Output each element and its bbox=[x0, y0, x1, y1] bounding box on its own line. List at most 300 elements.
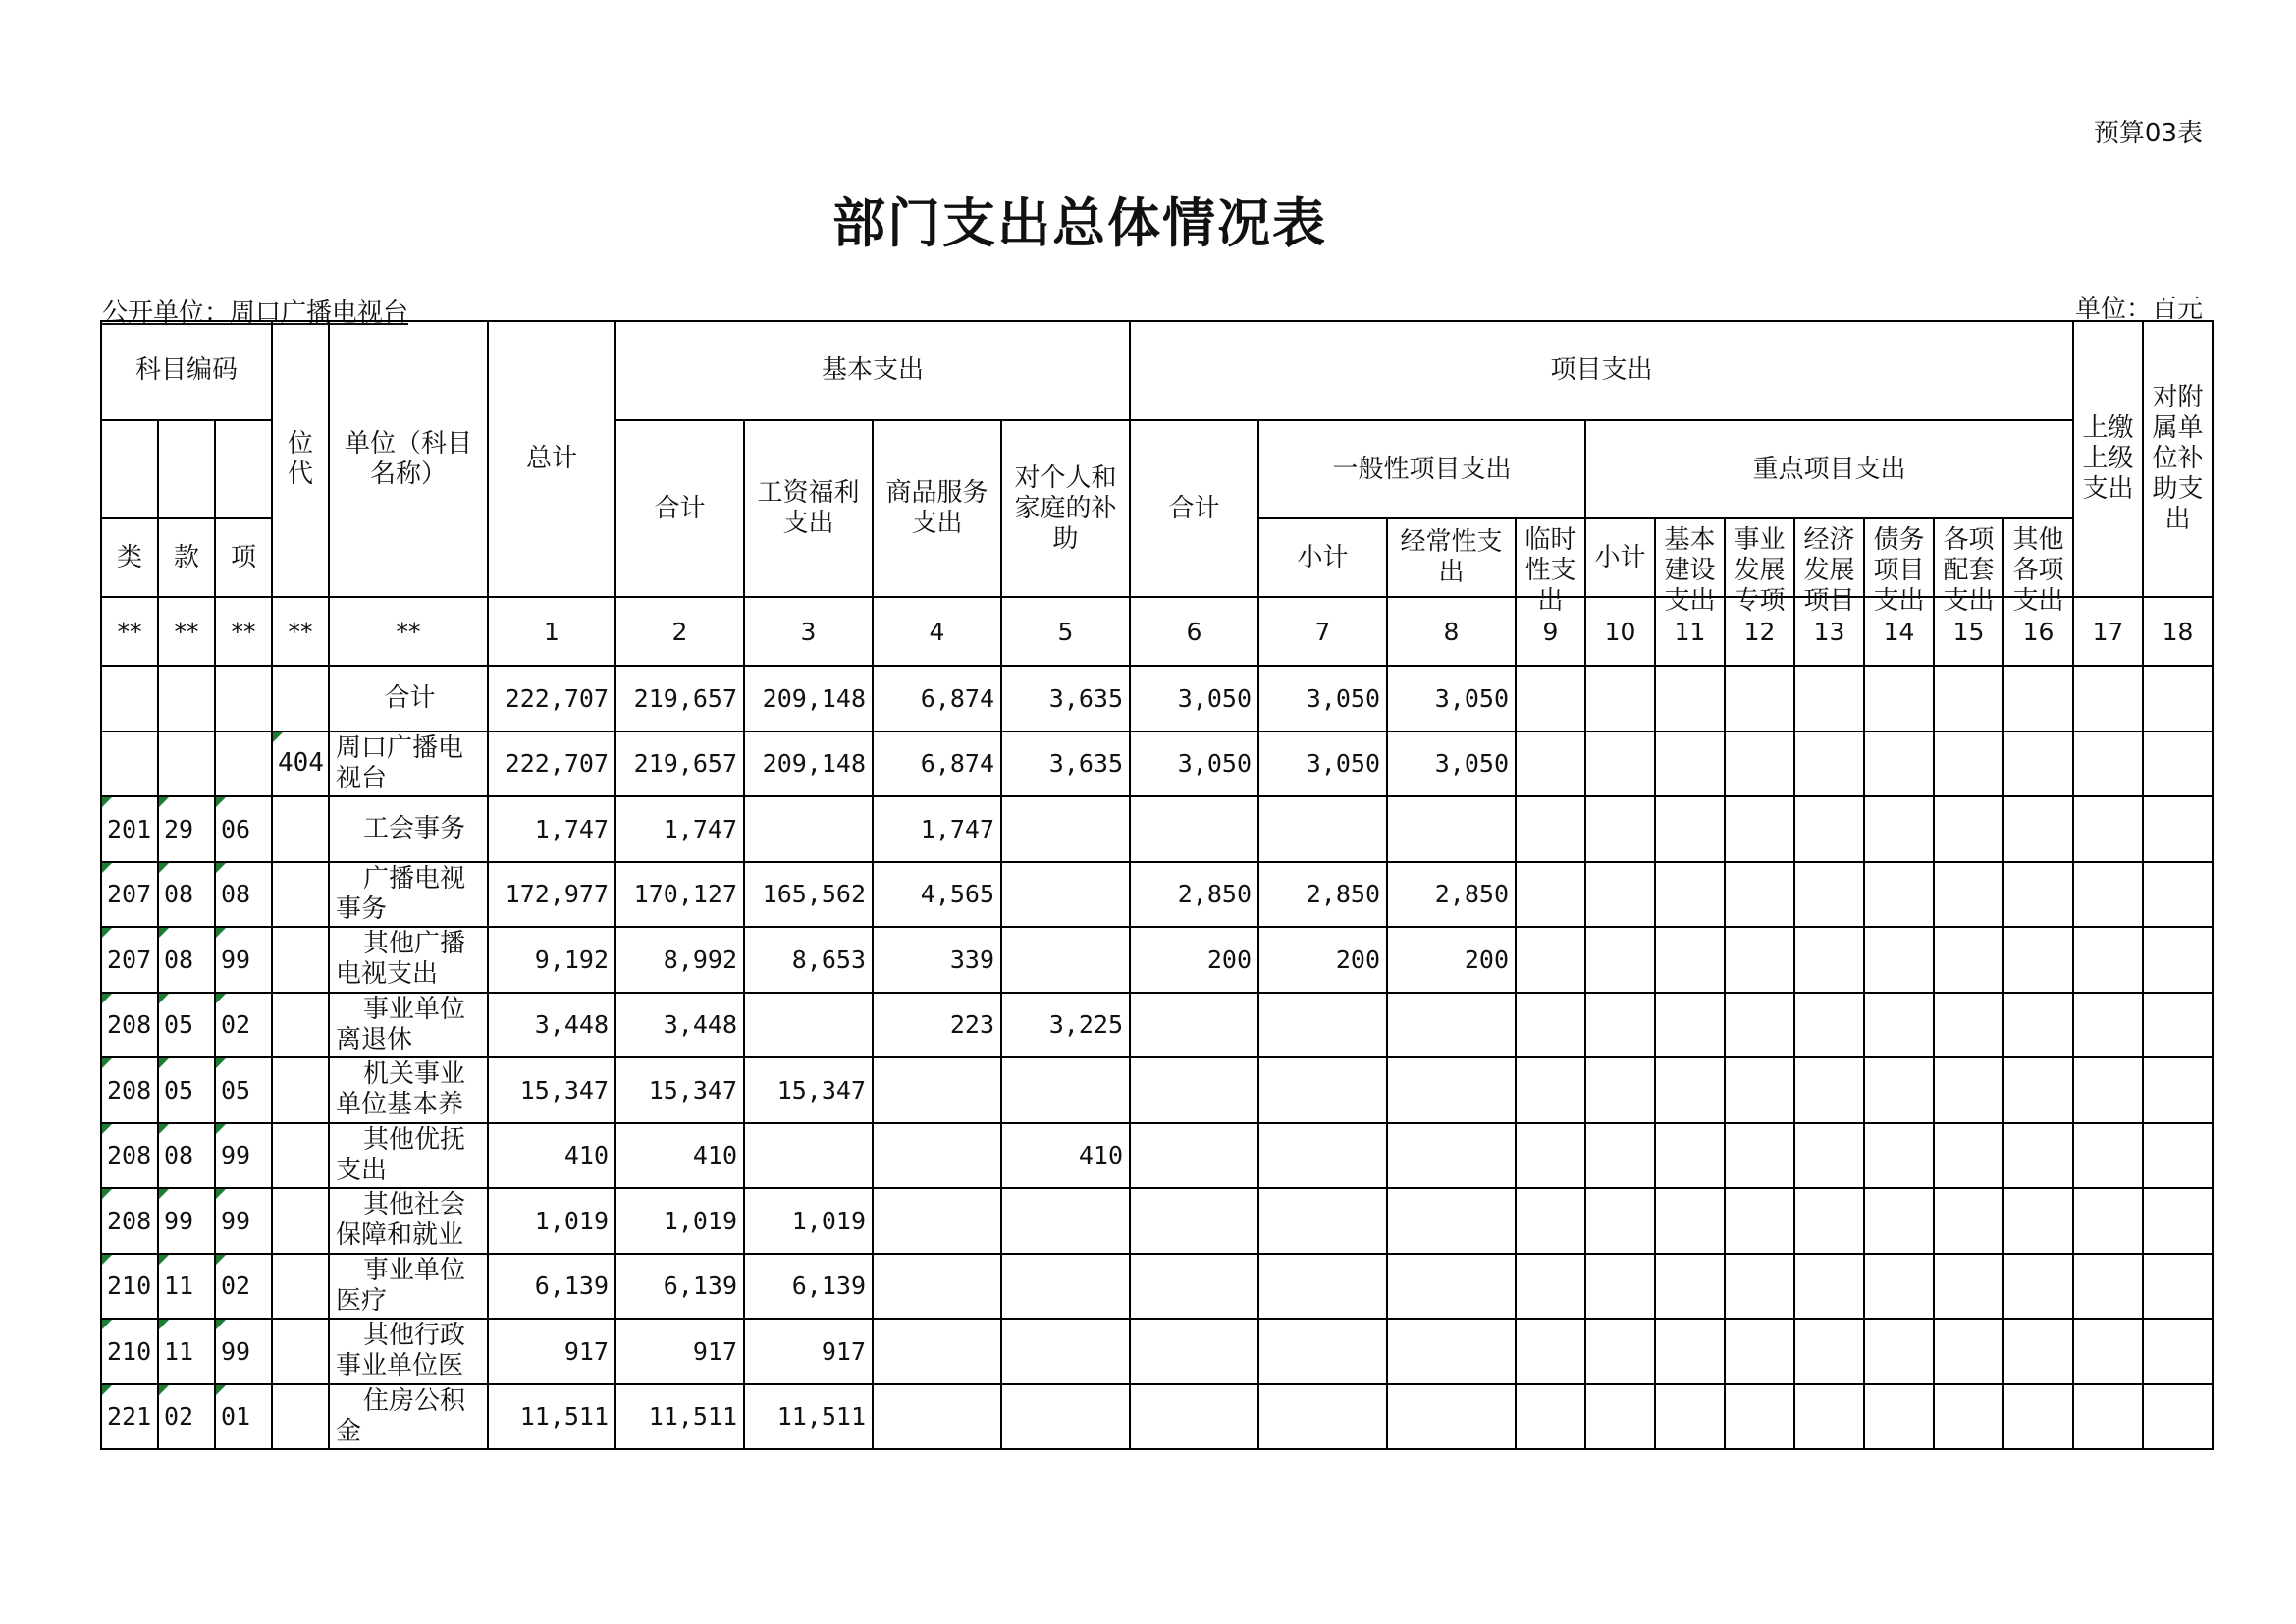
unit-name-cell bbox=[329, 1123, 488, 1189]
unit-name-cell bbox=[329, 1319, 488, 1384]
value-cell-col-8 bbox=[1387, 1123, 1516, 1189]
blank-cell bbox=[101, 420, 158, 518]
value-cell-col-2: 170,127 bbox=[615, 862, 744, 928]
value-cell-col-3: 917 bbox=[744, 1319, 873, 1384]
value-cell-col-13 bbox=[1794, 796, 1864, 862]
value-cell-col-3: 8,653 bbox=[744, 927, 873, 993]
value-cell-col-17 bbox=[2073, 993, 2143, 1058]
value-cell-col-5: 3,635 bbox=[1001, 666, 1130, 731]
value-cell-col-11 bbox=[1655, 927, 1725, 993]
expenditure-table bbox=[100, 320, 2214, 1450]
value-cell-col-3: 15,347 bbox=[744, 1057, 873, 1123]
marker-cell: 14 bbox=[1864, 597, 1934, 666]
section-code-cell: 29 bbox=[158, 796, 215, 862]
value-cell-col-8: 3,050 bbox=[1387, 731, 1516, 797]
subject-code-header: 科目编码 bbox=[101, 321, 272, 420]
item-code-cell: 02 bbox=[215, 993, 272, 1058]
value-cell-col-18 bbox=[2143, 1319, 2213, 1384]
value-cell-col-5 bbox=[1001, 1254, 1130, 1320]
unit-name-line: 离退休 bbox=[336, 1024, 413, 1055]
unit-name-line: 机关事业 bbox=[363, 1059, 466, 1090]
value-cell-col-2: 1,019 bbox=[615, 1188, 744, 1254]
value-cell-col-4 bbox=[873, 1384, 1001, 1450]
value-cell-col-3 bbox=[744, 1123, 873, 1189]
matching-header: 各项配套支出 bbox=[1934, 518, 2003, 597]
unit-name-line: 其他行政 bbox=[363, 1321, 466, 1351]
value-cell-col-15 bbox=[1934, 1254, 2003, 1320]
value-cell-col-12 bbox=[1725, 1188, 1794, 1254]
value-cell-col-13 bbox=[1794, 1384, 1864, 1450]
table-body bbox=[101, 666, 2213, 1449]
agency-code-header: 位代 bbox=[272, 321, 329, 597]
value-cell-col-7: 200 bbox=[1258, 927, 1387, 993]
value-cell-col-13 bbox=[1794, 1057, 1864, 1123]
debt-project-header: 债务项目支出 bbox=[1864, 518, 1934, 597]
class-code-cell: 208 bbox=[101, 1188, 158, 1254]
value-cell-col-4: 6,874 bbox=[873, 731, 1001, 797]
value-cell-col-10 bbox=[1585, 1384, 1655, 1450]
item-code-cell: 05 bbox=[215, 1057, 272, 1123]
unit-name-line: 周口广播电 bbox=[336, 732, 464, 763]
value-cell-col-16 bbox=[2003, 1057, 2073, 1123]
value-cell-col-17 bbox=[2073, 1057, 2143, 1123]
value-cell-col-14 bbox=[1864, 1057, 1934, 1123]
value-cell-col-10 bbox=[1585, 666, 1655, 731]
agency-code-cell bbox=[272, 927, 329, 993]
value-cell-col-15 bbox=[1934, 927, 2003, 993]
header-row-1 bbox=[101, 321, 2213, 420]
item-header: 项 bbox=[215, 518, 272, 597]
marker-cell: ** bbox=[101, 597, 158, 666]
value-cell-col-9 bbox=[1516, 1319, 1585, 1384]
value-cell-col-14 bbox=[1864, 666, 1934, 731]
value-cell-col-12 bbox=[1725, 862, 1794, 928]
value-cell-col-2: 917 bbox=[615, 1319, 744, 1384]
value-cell-col-18 bbox=[2143, 731, 2213, 797]
value-cell-col-4: 4,565 bbox=[873, 862, 1001, 928]
unit-name-line: 电视支出 bbox=[336, 959, 439, 990]
value-cell-col-14 bbox=[1864, 1384, 1934, 1450]
value-cell-col-11 bbox=[1655, 1254, 1725, 1320]
table-row bbox=[101, 993, 2213, 1058]
value-cell-col-3: 165,562 bbox=[744, 862, 873, 928]
agency-code-cell bbox=[272, 993, 329, 1058]
value-cell-col-12 bbox=[1725, 1123, 1794, 1189]
value-cell-col-9 bbox=[1516, 1057, 1585, 1123]
section-code-cell: 08 bbox=[158, 862, 215, 928]
value-cell-col-1: 917 bbox=[488, 1319, 615, 1384]
value-cell-col-9 bbox=[1516, 1384, 1585, 1450]
value-cell-col-18 bbox=[2143, 1123, 2213, 1189]
value-cell-col-2: 3,448 bbox=[615, 993, 744, 1058]
marker-cell: 13 bbox=[1794, 597, 1864, 666]
value-cell-col-18 bbox=[2143, 796, 2213, 862]
value-cell-col-8 bbox=[1387, 1188, 1516, 1254]
unit-name-line: 金 bbox=[336, 1416, 362, 1446]
unit-name-line: 住房公积 bbox=[363, 1385, 466, 1416]
section-code-cell bbox=[158, 666, 215, 731]
value-cell-col-15 bbox=[1934, 666, 2003, 731]
value-cell-col-11 bbox=[1655, 1319, 1725, 1384]
item-code-cell: 99 bbox=[215, 1319, 272, 1384]
remit-upper-header: 上缴上级支出 bbox=[2073, 321, 2143, 597]
value-cell-col-5 bbox=[1001, 1188, 1130, 1254]
value-cell-col-17 bbox=[2073, 1123, 2143, 1189]
marker-cell: 15 bbox=[1934, 597, 2003, 666]
value-cell-col-9 bbox=[1516, 993, 1585, 1058]
marker-cell: ** bbox=[272, 597, 329, 666]
project-total-header: 合计 bbox=[1130, 420, 1258, 597]
value-cell-col-16 bbox=[2003, 1384, 2073, 1450]
value-cell-col-4: 1,747 bbox=[873, 796, 1001, 862]
unit-name-cell bbox=[329, 666, 488, 731]
value-cell-col-6 bbox=[1130, 1384, 1258, 1450]
unit-name-line: 广播电视 bbox=[363, 863, 466, 893]
unit-name-line: 其他广播 bbox=[363, 929, 466, 959]
value-cell-col-17 bbox=[2073, 862, 2143, 928]
value-cell-col-7 bbox=[1258, 993, 1387, 1058]
value-cell-col-18 bbox=[2143, 1254, 2213, 1320]
class-code-cell bbox=[101, 731, 158, 797]
item-code-cell bbox=[215, 731, 272, 797]
value-cell-col-16 bbox=[2003, 993, 2073, 1058]
currency-unit-label: 单位：百元 bbox=[2074, 295, 2203, 324]
other-items-header: 其他各项支出 bbox=[2003, 518, 2073, 597]
value-cell-col-9 bbox=[1516, 1254, 1585, 1320]
total-header: 总计 bbox=[488, 321, 615, 597]
value-cell-col-16 bbox=[2003, 666, 2073, 731]
value-cell-col-14 bbox=[1864, 1319, 1934, 1384]
class-code-cell bbox=[101, 666, 158, 731]
value-cell-col-4: 6,874 bbox=[873, 666, 1001, 731]
value-cell-col-15 bbox=[1934, 796, 2003, 862]
value-cell-col-12 bbox=[1725, 1319, 1794, 1384]
key-subtotal-header: 小计 bbox=[1585, 518, 1655, 597]
value-cell-col-3: 11,511 bbox=[744, 1384, 873, 1450]
value-cell-col-8 bbox=[1387, 1319, 1516, 1384]
value-cell-col-13 bbox=[1794, 666, 1864, 731]
value-cell-col-18 bbox=[2143, 1057, 2213, 1123]
value-cell-col-6: 200 bbox=[1130, 927, 1258, 993]
table-row bbox=[101, 1057, 2213, 1123]
marker-cell: ** bbox=[158, 597, 215, 666]
value-cell-col-8 bbox=[1387, 1254, 1516, 1320]
unit-name-header: 单位（科目名称） bbox=[329, 321, 488, 597]
item-code-cell: 08 bbox=[215, 862, 272, 928]
value-cell-col-1: 1,747 bbox=[488, 796, 615, 862]
marker-cell: 7 bbox=[1258, 597, 1387, 666]
basic-total-header: 合计 bbox=[615, 420, 744, 597]
value-cell-col-6: 3,050 bbox=[1130, 731, 1258, 797]
value-cell-col-16 bbox=[2003, 796, 2073, 862]
marker-cell: 5 bbox=[1001, 597, 1130, 666]
marker-cell: 8 bbox=[1387, 597, 1516, 666]
class-code-cell: 221 bbox=[101, 1384, 158, 1450]
class-code-cell: 208 bbox=[101, 1123, 158, 1189]
value-cell-col-12 bbox=[1725, 1254, 1794, 1320]
value-cell-col-16 bbox=[2003, 1188, 2073, 1254]
goods-services-header: 商品服务支出 bbox=[873, 420, 1001, 597]
value-cell-col-15 bbox=[1934, 1057, 2003, 1123]
value-cell-col-7: 3,050 bbox=[1258, 666, 1387, 731]
value-cell-col-4 bbox=[873, 1254, 1001, 1320]
value-cell-col-5: 3,635 bbox=[1001, 731, 1130, 797]
econ-dev-header: 经济发展项目 bbox=[1794, 518, 1864, 597]
item-code-cell bbox=[215, 666, 272, 731]
section-code-cell: 05 bbox=[158, 1057, 215, 1123]
value-cell-col-18 bbox=[2143, 993, 2213, 1058]
value-cell-col-11 bbox=[1655, 731, 1725, 797]
item-code-cell: 06 bbox=[215, 796, 272, 862]
value-cell-col-11 bbox=[1655, 1384, 1725, 1450]
unit-name-cell bbox=[329, 1384, 488, 1450]
section-code-cell: 11 bbox=[158, 1319, 215, 1384]
value-cell-col-12 bbox=[1725, 927, 1794, 993]
class-code-cell: 201 bbox=[101, 796, 158, 862]
value-cell-col-12 bbox=[1725, 1384, 1794, 1450]
value-cell-col-6: 3,050 bbox=[1130, 666, 1258, 731]
section-code-cell: 11 bbox=[158, 1254, 215, 1320]
section-code-cell: 99 bbox=[158, 1188, 215, 1254]
section-code-cell bbox=[158, 731, 215, 797]
section-code-cell: 02 bbox=[158, 1384, 215, 1450]
value-cell-col-6 bbox=[1130, 993, 1258, 1058]
value-cell-col-16 bbox=[2003, 731, 2073, 797]
value-cell-col-6 bbox=[1130, 1057, 1258, 1123]
class-code-cell: 210 bbox=[101, 1319, 158, 1384]
marker-cell: 10 bbox=[1585, 597, 1655, 666]
basic-expenditure-header: 基本支出 bbox=[615, 321, 1130, 420]
public-unit-label: 公开单位：周口广播电视台 bbox=[102, 298, 409, 328]
unit-name-line: 事业单位 bbox=[363, 994, 466, 1024]
value-cell-col-9 bbox=[1516, 927, 1585, 993]
value-cell-col-18 bbox=[2143, 862, 2213, 928]
unit-name-line: 医疗 bbox=[336, 1285, 388, 1316]
value-cell-col-8 bbox=[1387, 796, 1516, 862]
unit-name-line: 视台 bbox=[336, 763, 388, 793]
general-project-header: 一般性项目支出 bbox=[1258, 420, 1585, 518]
class-code-cell: 210 bbox=[101, 1254, 158, 1320]
table-row bbox=[101, 731, 2213, 797]
value-cell-col-10 bbox=[1585, 1057, 1655, 1123]
value-cell-col-8: 3,050 bbox=[1387, 666, 1516, 731]
value-cell-col-10 bbox=[1585, 731, 1655, 797]
marker-cell: 12 bbox=[1725, 597, 1794, 666]
unit-name-cell bbox=[329, 1254, 488, 1320]
value-cell-col-17 bbox=[2073, 1188, 2143, 1254]
table-row bbox=[101, 666, 2213, 731]
subsidy-affiliated-header: 对附属单位补助支出 bbox=[2143, 321, 2213, 597]
value-cell-col-6: 2,850 bbox=[1130, 862, 1258, 928]
value-cell-col-8 bbox=[1387, 1057, 1516, 1123]
value-cell-col-13 bbox=[1794, 1188, 1864, 1254]
dev-special-header: 事业发展专项 bbox=[1725, 518, 1794, 597]
value-cell-col-7: 3,050 bbox=[1258, 731, 1387, 797]
value-cell-col-4 bbox=[873, 1057, 1001, 1123]
value-cell-col-14 bbox=[1864, 993, 1934, 1058]
agency-code-cell bbox=[272, 1254, 329, 1320]
unit-name-line: 其他优抚 bbox=[363, 1124, 466, 1155]
value-cell-col-2: 6,139 bbox=[615, 1254, 744, 1320]
value-cell-col-4: 223 bbox=[873, 993, 1001, 1058]
table-row bbox=[101, 1319, 2213, 1384]
value-cell-col-1: 15,347 bbox=[488, 1057, 615, 1123]
value-cell-col-6 bbox=[1130, 1254, 1258, 1320]
value-cell-col-12 bbox=[1725, 993, 1794, 1058]
marker-cell: 1 bbox=[488, 597, 615, 666]
value-cell-col-3: 6,139 bbox=[744, 1254, 873, 1320]
value-cell-col-15 bbox=[1934, 1123, 2003, 1189]
value-cell-col-11 bbox=[1655, 993, 1725, 1058]
value-cell-col-14 bbox=[1864, 1188, 1934, 1254]
unit-name-line: 合计 bbox=[384, 682, 436, 713]
unit-name-cell bbox=[329, 1188, 488, 1254]
value-cell-col-12 bbox=[1725, 666, 1794, 731]
value-cell-col-4 bbox=[873, 1188, 1001, 1254]
marker-cell: 17 bbox=[2073, 597, 2143, 666]
value-cell-col-9 bbox=[1516, 1188, 1585, 1254]
project-expenditure-header: 项目支出 bbox=[1130, 321, 2073, 420]
value-cell-col-11 bbox=[1655, 1123, 1725, 1189]
value-cell-col-3 bbox=[744, 796, 873, 862]
value-cell-col-12 bbox=[1725, 796, 1794, 862]
value-cell-col-16 bbox=[2003, 1123, 2073, 1189]
unit-name-cell bbox=[329, 993, 488, 1058]
value-cell-col-15 bbox=[1934, 1384, 2003, 1450]
value-cell-col-16 bbox=[2003, 862, 2073, 928]
class-header: 类 bbox=[101, 518, 158, 597]
value-cell-col-12 bbox=[1725, 1057, 1794, 1123]
value-cell-col-10 bbox=[1585, 993, 1655, 1058]
value-cell-col-8: 2,850 bbox=[1387, 862, 1516, 928]
value-cell-col-11 bbox=[1655, 796, 1725, 862]
value-cell-col-5 bbox=[1001, 1384, 1130, 1450]
key-project-header: 重点项目支出 bbox=[1585, 420, 2073, 518]
value-cell-col-10 bbox=[1585, 862, 1655, 928]
value-cell-col-2: 219,657 bbox=[615, 731, 744, 797]
value-cell-col-7 bbox=[1258, 1319, 1387, 1384]
marker-cell: ** bbox=[215, 597, 272, 666]
marker-cell: ** bbox=[329, 597, 488, 666]
table-row bbox=[101, 1384, 2213, 1450]
value-cell-col-8: 200 bbox=[1387, 927, 1516, 993]
value-cell-col-2: 11,511 bbox=[615, 1384, 744, 1450]
value-cell-col-2: 219,657 bbox=[615, 666, 744, 731]
marker-cell: 6 bbox=[1130, 597, 1258, 666]
agency-code-cell bbox=[272, 666, 329, 731]
item-code-cell: 99 bbox=[215, 927, 272, 993]
value-cell-col-5 bbox=[1001, 927, 1130, 993]
value-cell-col-15 bbox=[1934, 1319, 2003, 1384]
value-cell-col-16 bbox=[2003, 927, 2073, 993]
section-header: 款 bbox=[158, 518, 215, 597]
value-cell-col-8 bbox=[1387, 993, 1516, 1058]
section-code-cell: 08 bbox=[158, 927, 215, 993]
blank-cell bbox=[215, 420, 272, 518]
value-cell-col-10 bbox=[1585, 1254, 1655, 1320]
value-cell-col-1: 6,139 bbox=[488, 1254, 615, 1320]
value-cell-col-7: 2,850 bbox=[1258, 862, 1387, 928]
unit-name-line: 事业单位医 bbox=[336, 1351, 464, 1381]
value-cell-col-18 bbox=[2143, 1384, 2213, 1450]
agency-code-cell bbox=[272, 1319, 329, 1384]
value-cell-col-17 bbox=[2073, 1384, 2143, 1450]
unit-name-line: 事业单位 bbox=[363, 1255, 466, 1285]
marker-cell: 16 bbox=[2003, 597, 2073, 666]
capital-construction-header: 基本建设支出 bbox=[1655, 518, 1725, 597]
value-cell-col-12 bbox=[1725, 731, 1794, 797]
unit-name-line: 保障和就业 bbox=[336, 1220, 464, 1251]
section-code-cell: 08 bbox=[158, 1123, 215, 1189]
value-cell-col-14 bbox=[1864, 1123, 1934, 1189]
value-cell-col-18 bbox=[2143, 927, 2213, 993]
agency-code-cell bbox=[272, 1057, 329, 1123]
value-cell-col-11 bbox=[1655, 862, 1725, 928]
value-cell-col-6 bbox=[1130, 1319, 1258, 1384]
value-cell-col-7 bbox=[1258, 1057, 1387, 1123]
agency-code-cell bbox=[272, 1123, 329, 1189]
value-cell-col-15 bbox=[1934, 731, 2003, 797]
value-cell-col-6 bbox=[1130, 1123, 1258, 1189]
page-title: 部门支出总体情况表 bbox=[832, 191, 1327, 254]
recurring-header: 经常性支出 bbox=[1387, 518, 1516, 597]
value-cell-col-13 bbox=[1794, 1254, 1864, 1320]
value-cell-col-17 bbox=[2073, 1254, 2143, 1320]
marker-cell: 11 bbox=[1655, 597, 1725, 666]
value-cell-col-10 bbox=[1585, 796, 1655, 862]
value-cell-col-15 bbox=[1934, 1188, 2003, 1254]
unit-name-cell bbox=[329, 731, 488, 797]
value-cell-col-1: 1,019 bbox=[488, 1188, 615, 1254]
value-cell-col-6 bbox=[1130, 1188, 1258, 1254]
marker-cell: 4 bbox=[873, 597, 1001, 666]
value-cell-col-9 bbox=[1516, 862, 1585, 928]
value-cell-col-2: 8,992 bbox=[615, 927, 744, 993]
value-cell-col-1: 222,707 bbox=[488, 666, 615, 731]
value-cell-col-7 bbox=[1258, 1254, 1387, 1320]
table-row bbox=[101, 1123, 2213, 1189]
agency-code-cell bbox=[272, 1384, 329, 1450]
value-cell-col-3 bbox=[744, 993, 873, 1058]
value-cell-col-16 bbox=[2003, 1254, 2073, 1320]
value-cell-col-6 bbox=[1130, 796, 1258, 862]
value-cell-col-7 bbox=[1258, 1123, 1387, 1189]
unit-name-line: 其他社会 bbox=[363, 1190, 466, 1220]
section-code-cell: 05 bbox=[158, 993, 215, 1058]
agency-code-cell bbox=[272, 1188, 329, 1254]
value-cell-col-9 bbox=[1516, 731, 1585, 797]
item-code-cell: 99 bbox=[215, 1188, 272, 1254]
unit-name-cell bbox=[329, 862, 488, 928]
value-cell-col-13 bbox=[1794, 993, 1864, 1058]
value-cell-col-9 bbox=[1516, 1123, 1585, 1189]
value-cell-col-1: 11,511 bbox=[488, 1384, 615, 1450]
value-cell-col-2: 15,347 bbox=[615, 1057, 744, 1123]
value-cell-col-13 bbox=[1794, 927, 1864, 993]
value-cell-col-10 bbox=[1585, 927, 1655, 993]
value-cell-col-7 bbox=[1258, 1384, 1387, 1450]
value-cell-col-10 bbox=[1585, 1319, 1655, 1384]
unit-name-line: 工会事务 bbox=[363, 813, 466, 843]
value-cell-col-1: 3,448 bbox=[488, 993, 615, 1058]
value-cell-col-15 bbox=[1934, 862, 2003, 928]
value-cell-col-17 bbox=[2073, 666, 2143, 731]
unit-name-line: 事务 bbox=[336, 893, 388, 924]
personal-subsidy-header: 对个人和家庭的补助 bbox=[1001, 420, 1130, 597]
value-cell-col-3: 209,148 bbox=[744, 666, 873, 731]
value-cell-col-14 bbox=[1864, 731, 1934, 797]
value-cell-col-10 bbox=[1585, 1188, 1655, 1254]
